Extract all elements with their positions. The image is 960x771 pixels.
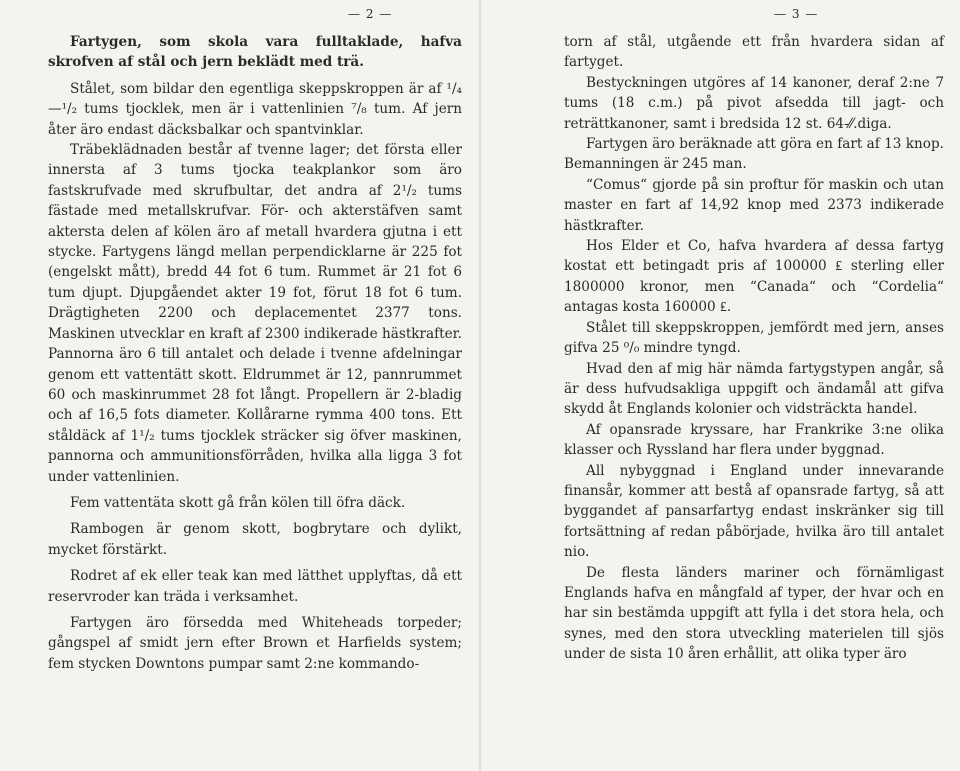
paragraph: Rambogen är genom skott, bogbrytare och dylikt, mycket förstärkt.: [48, 521, 462, 558]
paragraph: torn af stål, utgående ett från hvardera sidan af fartyget.: [564, 34, 944, 71]
page-number: — 3 —: [774, 7, 819, 21]
paragraph: All nybyggnad i England under innevarande finansår, kommer att bestå af opansrade fartyg, så att byggandet af pansarfartyg endast inskränker sig till fortsättning af redan påbörjade, hvilka äro till antalet nio.: [564, 462, 944, 561]
paragraph: Stålet, som bildar den egentliga skeppskroppen är af ¹/₄—¹/₂ tums tjocklek, men är i vattenlinien ⁷/₈ tum. Af jern åter äro endast däcksbalkar och spantvinklar.: [48, 80, 462, 138]
paragraph: Fartygen äro beräknade att göra en fart af 13 knop. Bemanningen är 245 man.: [564, 136, 944, 173]
paragraph: Träbeklädnaden består af tvenne lager; det första eller innersta af 3 tums tjocka teakplankor som äro fastskrufvade med skrufbultar, det andra af 2¹/₂ tums fästade med metallskrufvar. För- och akterstäfven samt aktersta delen af kölen äro af metall hvardera gjutna i ett stycke. Fartygens längd mellan perpendicklarne är 225 fot (engelskt mått), bredd 44 fot 6 tum. Rummet är 21 fot 6 tum djupt. Djupgåendet akter 19 fot, förut 18 fot 6 tum. Drägtigheten 2200 och deplacementet 2377 tons. Maskinen utvecklar en kraft af 2300 indikerade hästkrafter. Pannorna äro 6 till antalet och delade i tvenne afdelningar genom ett vattentätt skott. Eldrummet är 12, pannrummet 60 och maskinrummet 28 fot långt. Propellern är 2-bladig och af 16,5 fots diameter. Kollårarne rymma 400 tons. Ett ståldäck af 1¹/₂ tums tjocklek sträcker sig öfver maskinen, pannorna och ammunitionsförråden, hvilka alla ligga 3 fot under vattenlinien.: [48, 142, 462, 485]
paragraph: Hos Elder et Co, hafva hvardera af dessa fartyg kostat ett betingadt pris af 100000 ₤ sterling eller 1800000 kronor, men “Canada“ och “Cordelia“ antagas kosta 160000 ₤.: [564, 238, 944, 316]
right-page: [480, 0, 960, 771]
paragraph: De flesta länders mariner och förnämligast Englands hafva en mångfald af typer, der hvar och en har sin bestämda uppgift att fylla i det stora hela, och synes, med den stora utveckling materielen till sjös under de sista 10 åren erhållit, att olika typer äro: [564, 564, 944, 663]
paragraph: Bestyckningen utgöres af 14 kanoner, deraf 2:ne 7 tums (18 c.m.) på pivot afsedda till jagt- och reträttkanoner, samt i bredsida 12 st. 64-⁄⁄.diga.: [564, 74, 944, 132]
paragraph: Hvad den af mig här nämda fartygstypen angår, så är dess hufvudsakliga uppgift och ändamål att gifva skydd åt Englands kolonier och vidsträckta handel.: [564, 360, 944, 418]
page-number: — 2 —: [348, 7, 393, 21]
paragraph: Fartygen äro försedda med Whiteheads torpeder; gångspel af smidt jern efter Brown et Harfields system; fem stycken Downtons pumpar samt 2:ne kommando-: [48, 614, 462, 672]
paragraph: Rodret af ek eller teak kan med lätthet upplyftas, då ett reservroder kan träda i verksamhet.: [48, 568, 462, 605]
paragraph: Fem vattentäta skott gå från kölen till öfra däck.: [70, 494, 406, 511]
paragraph: Af opansrade kryssare, har Frankrike 3:ne olika klasser och Ryssland har flera under byggnad.: [564, 421, 944, 459]
paragraph: Stålet till skeppskroppen, jemfördt med jern, anses gifva 25 ⁰/₀ mindre tyngd.: [564, 319, 944, 357]
paragraph: Fartygen, som skola vara fulltaklade, hafva skrofven af stål och jern beklädt med trä.: [48, 34, 462, 71]
paragraph: “Comus“ gjorde på sin proftur för maskin och utan master en fart af 14,92 knop med 2373 indikerade hästkrafter.: [564, 176, 944, 234]
